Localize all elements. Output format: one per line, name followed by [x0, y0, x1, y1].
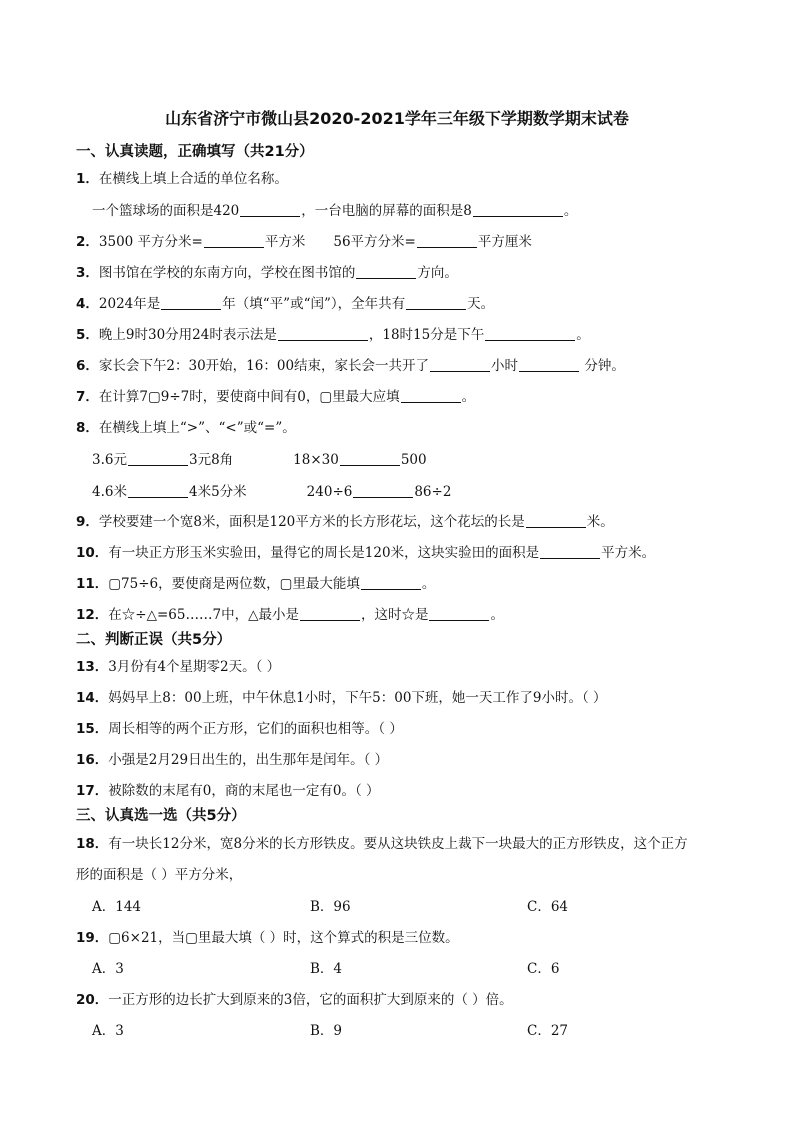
text: ，一台电脑的屏幕的面积是8	[301, 203, 472, 219]
question-8-row-1	[92, 448, 427, 468]
question-10	[76, 541, 655, 561]
answer-blank[interactable]	[526, 513, 586, 528]
question-9	[76, 510, 614, 530]
answer-blank[interactable]	[473, 202, 563, 217]
text: 。	[421, 576, 436, 592]
question-8-row-2	[92, 480, 451, 500]
question-7	[76, 385, 475, 405]
page-title: 山东省济宁市微山县2020-2021学年三年级下学期数学期末试卷	[165, 109, 629, 128]
question-number: 10．	[76, 545, 109, 561]
answer-blank[interactable]	[430, 357, 490, 372]
answer-blank[interactable]	[128, 483, 188, 498]
text: 4.6米	[92, 484, 127, 500]
question-12	[76, 603, 504, 623]
question-17	[76, 779, 380, 799]
text: 4米5分米	[188, 484, 247, 500]
text: 240÷6	[306, 484, 353, 500]
answer-blank[interactable]	[353, 483, 413, 498]
question-number: 12．	[76, 607, 109, 623]
question-3	[76, 261, 458, 281]
text: 分钟。	[580, 358, 625, 374]
answer-blank[interactable]	[340, 451, 400, 466]
text: 天。	[467, 296, 495, 312]
question-number: 17．	[76, 783, 109, 799]
question-19	[76, 926, 459, 946]
answer-blank[interactable]	[278, 326, 368, 341]
question-18	[76, 832, 688, 852]
text: 年（填“平”或“闰”），全年共有	[222, 296, 406, 312]
question-11	[76, 572, 435, 592]
section-1-heading: 一、认真读题，正确填写（共21分）	[76, 144, 314, 160]
text: 方向。	[417, 265, 458, 281]
question-16	[76, 748, 388, 768]
answer-blank[interactable]	[128, 451, 188, 466]
question-5	[76, 323, 590, 343]
text: 图书馆在学校的东南方向，学校在图书馆的	[98, 265, 356, 281]
question-number: 9．	[76, 514, 99, 530]
text: ，这时☆是	[360, 607, 429, 623]
text: ，18时15分是下午	[368, 327, 485, 343]
answer-blank[interactable]	[417, 233, 477, 248]
option-a[interactable]: A．3	[92, 1023, 124, 1039]
option-b[interactable]: B．9	[310, 1023, 343, 1039]
question-number: 19．	[76, 930, 109, 946]
question-text: 被除数的末尾有0，商的末尾也一定有0。（ ）	[108, 783, 380, 799]
question-20	[76, 988, 513, 1008]
question-number: 5．	[76, 327, 99, 343]
text: 500	[400, 452, 427, 468]
question-text: 周长相等的两个正方形，它们的面积也相等。（ ）	[108, 721, 403, 737]
question-4	[76, 292, 494, 312]
text: 家长会下午2：30开始，16：00结束，家长会一共开了	[98, 358, 430, 374]
text: 18×30	[293, 452, 339, 468]
text: 2024年是	[98, 296, 161, 312]
text: 米。	[586, 514, 614, 530]
answer-blank[interactable]	[204, 233, 264, 248]
answer-blank[interactable]	[361, 575, 421, 590]
answer-blank[interactable]	[540, 544, 600, 559]
question-number: 8．	[76, 420, 99, 436]
answer-blank[interactable]	[240, 202, 300, 217]
option-b[interactable]: B．96	[310, 899, 351, 915]
answer-blank[interactable]	[401, 388, 461, 403]
answer-blank[interactable]	[429, 606, 489, 621]
text: 86÷2	[414, 484, 452, 500]
text: 小时	[491, 358, 519, 374]
question-text: 小强是2月29日出生的，出生那年是闰年。（ ）	[108, 752, 389, 768]
question-6	[76, 354, 625, 374]
answer-blank[interactable]	[161, 295, 221, 310]
question-number: 6．	[76, 358, 99, 374]
text: 平方米。	[601, 545, 656, 561]
question-number: 13．	[76, 659, 109, 675]
option-c[interactable]: C．6	[527, 961, 560, 977]
question-2	[76, 230, 532, 250]
question-1-line-2	[92, 199, 577, 219]
question-text: 有一块长12分米，宽8分米的长方形铁皮。要从这块铁皮上裁下一块最大的正方形铁皮，这个正方	[108, 836, 688, 852]
question-text: 一正方形的边长扩大到原来的3倍，它的面积扩大到原来的（ ）倍。	[108, 992, 513, 1008]
question-1	[76, 167, 288, 187]
text: 学校要建一个宽8米，面积是120平方米的长方形花坛，这个花坛的长是	[98, 514, 525, 530]
answer-blank[interactable]	[356, 264, 416, 279]
text: 。	[576, 327, 590, 343]
option-a[interactable]: A．144	[92, 899, 142, 915]
question-number: 20．	[76, 992, 109, 1008]
question-text: 形的面积是（ ）平方分米，	[76, 867, 243, 883]
text: 有一块正方形玉米实验田，量得它的周长是120米，这块实验田的面积是	[108, 545, 540, 561]
text: 在☆÷△=65……7中，△最小是	[108, 607, 299, 623]
question-number: 4．	[76, 296, 99, 312]
question-number: 7．	[76, 389, 99, 405]
question-number: 1．	[76, 171, 99, 187]
question-number: 15．	[76, 721, 109, 737]
text: 。	[563, 203, 578, 219]
text: 3.6元	[92, 452, 127, 468]
question-number: 11．	[76, 576, 109, 592]
question-number: 14．	[76, 690, 109, 706]
question-number: 16．	[76, 752, 109, 768]
question-14	[76, 686, 607, 706]
text: 56平方分米=	[333, 234, 416, 250]
text: 。	[461, 389, 476, 405]
text: 平方米	[264, 234, 306, 250]
text: 3500 平方分米=	[98, 234, 203, 250]
option-b[interactable]: B．4	[310, 961, 343, 977]
question-text: 在横线上填上合适的单位名称。	[98, 171, 288, 187]
question-number: 2．	[76, 234, 99, 250]
text: 晚上9时30分用24时表示法是	[98, 327, 277, 343]
question-8	[76, 416, 296, 436]
question-text: 3月份有4个星期零2天。（ ）	[108, 659, 281, 675]
section-3-heading: 三、认真选一选（共5分）	[76, 808, 246, 824]
option-c[interactable]: C．64	[527, 899, 569, 915]
text: ▢75÷6，要使商是两位数，▢里最大能填	[108, 576, 360, 592]
option-a[interactable]: A．3	[92, 961, 124, 977]
text: 在计算7▢9÷7时，要使商中间有0，▢里最大应填	[98, 389, 400, 405]
question-text: 妈妈早上8：00上班，中午休息1小时，下午5：00下班，她一天工作了9小时。（ ）	[108, 690, 607, 706]
question-number: 18．	[76, 836, 109, 852]
question-text: ▢6×21，当▢里最大填（ ）时，这个算式的积是三位数。	[108, 930, 459, 946]
question-text: 在横线上填上“>”、“<”或“=”。	[98, 420, 296, 436]
answer-blank[interactable]	[519, 357, 579, 372]
text: 平方厘米	[477, 234, 532, 250]
text: 3元8角	[188, 452, 234, 468]
section-2-heading: 二、判断正误（共5分）	[76, 632, 232, 648]
answer-blank[interactable]	[485, 326, 575, 341]
question-18-line-2	[76, 863, 242, 883]
question-number: 3．	[76, 265, 99, 281]
answer-blank[interactable]	[406, 295, 466, 310]
question-15	[76, 717, 403, 737]
question-13	[76, 655, 280, 675]
answer-blank[interactable]	[300, 606, 360, 621]
text: 一个篮球场的面积是420	[92, 203, 240, 219]
option-c[interactable]: C．27	[527, 1023, 569, 1039]
text: 。	[490, 607, 504, 623]
